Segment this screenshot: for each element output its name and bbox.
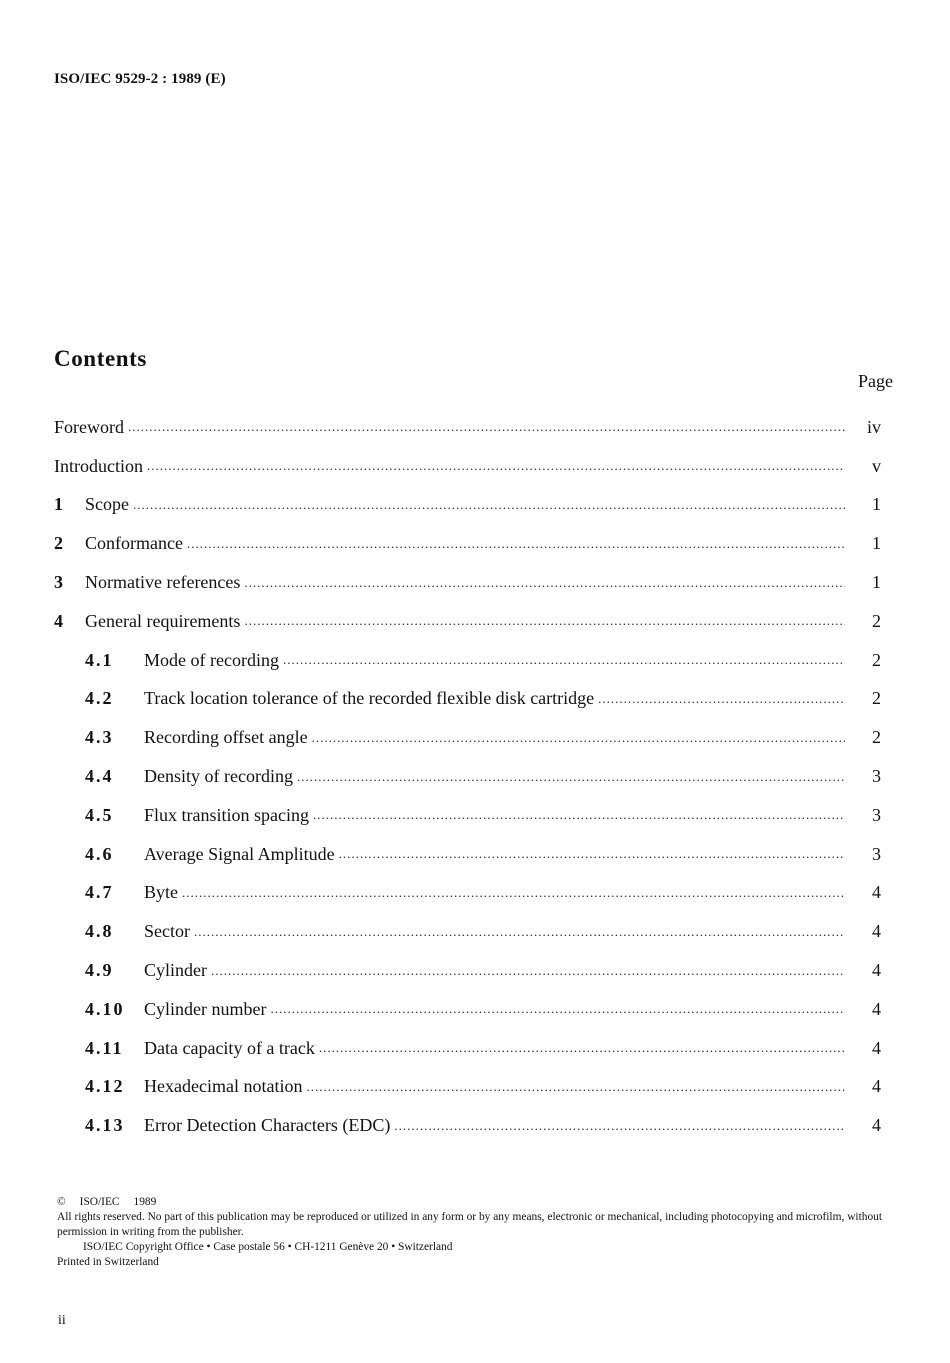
dot-leader	[244, 573, 845, 593]
toc-entry-normative-references[interactable]	[54, 563, 881, 602]
toc-entry-4-9[interactable]	[54, 951, 881, 990]
toc-entry-title: Data capacity of a track	[144, 1037, 315, 1058]
toc-entry-page: 3	[872, 843, 881, 864]
toc-entry-page: 2	[872, 649, 881, 670]
toc-entry-general-requirements[interactable]	[54, 602, 881, 641]
toc-entry-page: 1	[872, 572, 881, 593]
toc-entry-number: 4.9	[85, 960, 114, 981]
toc-entry-conformance[interactable]	[54, 524, 881, 563]
dot-leader	[306, 1077, 845, 1097]
toc-entry-title: Byte	[144, 882, 178, 903]
toc-entry-page: 4	[872, 921, 881, 942]
dot-leader	[339, 844, 845, 864]
toc-entry-introduction[interactable]	[54, 447, 881, 486]
toc-entry-4-10[interactable]	[54, 990, 881, 1029]
toc-entry-page: 4	[872, 960, 881, 981]
toc-entry-4-4[interactable]	[54, 757, 881, 796]
document-identifier: ISO/IEC 9529-2 : 1989 (E)	[54, 71, 226, 87]
toc-entry-number: 4.11	[85, 1037, 124, 1058]
toc-entry-title: Recording offset angle	[144, 727, 308, 748]
toc-entry-title: Density of recording	[144, 766, 293, 787]
copyright-year: 1989	[133, 1196, 157, 1208]
copyright-icon: ©	[57, 1196, 66, 1208]
toc-entry-number: 3	[54, 572, 63, 593]
toc-entry-title: Sector	[144, 921, 190, 942]
toc-entry-page: 2	[872, 610, 881, 631]
toc-entry-4-6[interactable]	[54, 835, 881, 874]
toc-entry-title: Scope	[85, 494, 129, 515]
toc-entry-page: 4	[872, 1037, 881, 1058]
printed-in: Printed in Switzerland	[57, 1256, 159, 1268]
toc-entry-page: 1	[872, 494, 881, 515]
page-number: ii	[58, 1313, 66, 1328]
dot-leader	[283, 650, 845, 670]
toc-entry-4-13[interactable]	[54, 1106, 881, 1145]
toc-entry-title: Average Signal Amplitude	[144, 843, 335, 864]
copyright-line	[57, 1195, 882, 1210]
dot-leader	[147, 456, 845, 476]
page-column-label: Page	[858, 371, 893, 391]
contents-heading: Contents	[54, 346, 147, 371]
toc-entry-title: Error Detection Characters (EDC)	[144, 1115, 391, 1136]
toc-entry-title: Cylinder	[144, 960, 207, 981]
toc-entry-page: 3	[872, 766, 881, 787]
toc-entry-page: 2	[872, 727, 881, 748]
toc-entry-title: Normative references	[85, 572, 241, 593]
toc-entry-page: 1	[872, 533, 881, 554]
toc-entry-number: 4.13	[85, 1115, 125, 1136]
toc-entry-number: 2	[54, 533, 63, 554]
dot-leader	[270, 999, 845, 1019]
toc-entry-number: 4.3	[85, 727, 114, 748]
toc-entry-number: 4.4	[85, 766, 114, 787]
toc-entry-page: 4	[872, 998, 881, 1019]
toc-entry-title: Flux transition spacing	[144, 804, 309, 825]
dot-leader	[244, 611, 845, 631]
toc-entry-scope[interactable]	[54, 486, 881, 525]
dot-leader	[211, 961, 845, 981]
dot-leader	[194, 922, 845, 942]
dot-leader	[394, 1116, 845, 1136]
toc-entry-4-11[interactable]	[54, 1029, 881, 1068]
toc-entry-4-7[interactable]	[54, 874, 881, 913]
dot-leader	[312, 728, 845, 748]
toc-entry-number: 4.6	[85, 843, 114, 864]
dot-leader	[319, 1038, 845, 1058]
toc-entry-number: 1	[54, 494, 63, 515]
toc-entry-page: 3	[872, 804, 881, 825]
toc-entry-title: Foreword	[54, 416, 124, 437]
toc-entry-foreword[interactable]	[54, 408, 881, 447]
toc-entry-page: 4	[872, 1115, 881, 1136]
toc-entry-4-2[interactable]	[54, 680, 881, 719]
rights-statement: All rights reserved. No part of this publication may be reproduced or utilized in any form or by any means, electronic or mechanical, including photocopying and microfilm, without permission in writing from the publisher.	[57, 1211, 882, 1238]
toc-entry-title: Conformance	[85, 533, 183, 554]
toc-entry-4-12[interactable]	[54, 1068, 881, 1107]
copyright-office-address: ISO/IEC Copyright Office • Case postale 56 • CH-1211 Genève 20 • Switzerland	[83, 1241, 453, 1253]
toc-entry-number: 4	[54, 610, 63, 631]
dot-leader	[128, 417, 845, 437]
dot-leader	[297, 767, 845, 787]
toc-entry-4-8[interactable]	[54, 912, 881, 951]
toc-entry-number: 4.5	[85, 804, 114, 825]
toc-entry-page: 2	[872, 688, 881, 709]
toc-entry-page: iv	[866, 416, 881, 437]
copyright-holder: ISO/IEC	[79, 1196, 120, 1208]
toc-entry-number: 4.2	[85, 688, 114, 709]
toc-entry-title: Mode of recording	[144, 649, 279, 670]
toc-entry-page: 4	[872, 882, 881, 903]
toc-entry-title: Introduction	[54, 455, 143, 476]
toc-entry-4-1[interactable]	[54, 641, 881, 680]
toc-entry-title: Hexadecimal notation	[144, 1076, 303, 1097]
table-of-contents	[54, 408, 881, 1145]
toc-entry-page: 4	[872, 1076, 881, 1097]
dot-leader	[182, 883, 845, 903]
dot-leader	[187, 534, 845, 554]
copyright-notice	[57, 1195, 882, 1270]
toc-entry-title: General requirements	[85, 610, 241, 631]
toc-entry-4-3[interactable]	[54, 718, 881, 757]
toc-entry-number: 4.12	[85, 1076, 125, 1097]
toc-entry-title: Cylinder number	[144, 998, 267, 1019]
toc-entry-number: 4.10	[85, 998, 125, 1019]
toc-entry-4-5[interactable]	[54, 796, 881, 835]
toc-entry-number: 4.8	[85, 921, 114, 942]
dot-leader	[313, 805, 845, 825]
toc-entry-page: v	[872, 455, 881, 476]
dot-leader	[598, 689, 845, 709]
dot-leader	[133, 495, 845, 515]
toc-entry-number: 4.7	[85, 882, 114, 903]
toc-entry-title: Track location tolerance of the recorded flexible disk cartridge	[144, 688, 595, 709]
toc-entry-number: 4.1	[85, 649, 114, 670]
